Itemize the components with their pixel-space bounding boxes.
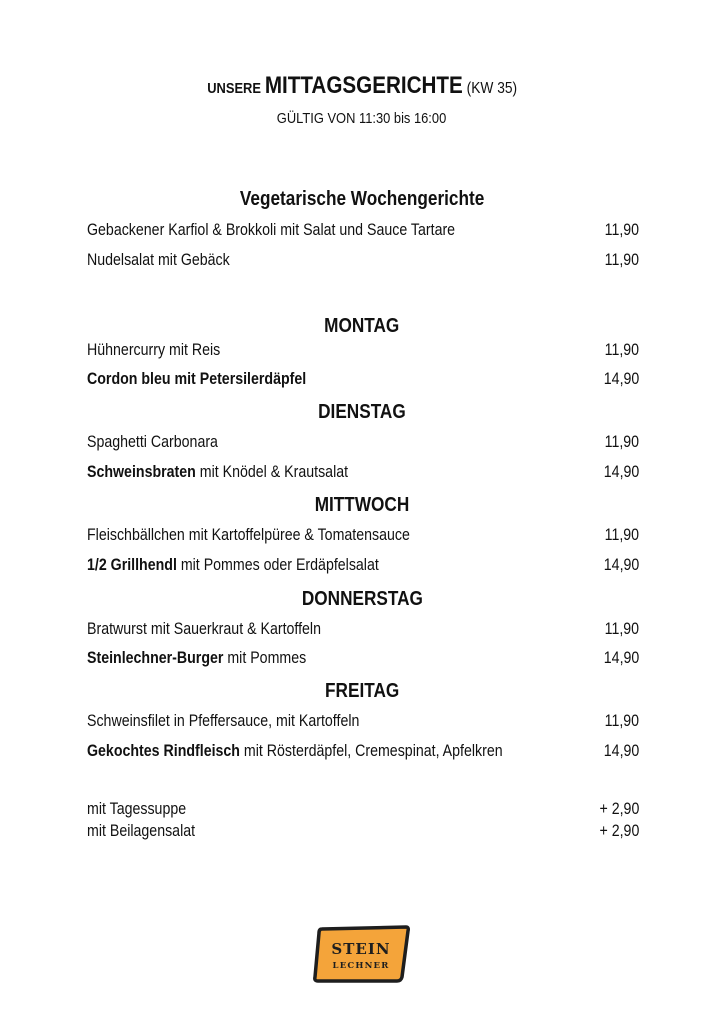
extra-price: + 2,90	[599, 800, 639, 818]
day-heading-freitag: FREITAG	[324, 680, 400, 702]
menu-item: Bratwurst mit Sauerkraut & Kartoffeln 11,90	[87, 620, 639, 638]
title-prefix: UNSERE	[207, 80, 261, 97]
item-price: 14,90	[603, 556, 639, 574]
menu-item: Schweinsbraten mit Knödel & Krautsalat 14,90	[87, 463, 639, 481]
logo-line1: STEIN	[331, 940, 391, 958]
menu-item: Hühnercurry mit Reis 11,90	[87, 341, 639, 359]
item-price: 11,90	[604, 526, 639, 544]
logo-line2: LECHNER	[332, 961, 390, 971]
extra-soup: mit Tagessuppe + 2,90	[87, 800, 639, 818]
validity-note: GÜLTIG VON 11:30 bis 16:00	[277, 110, 447, 127]
menu-title	[0, 72, 724, 100]
menu-item: Steinlechner-Burger mit Pommes 14,90	[87, 649, 639, 667]
item-price: 14,90	[603, 742, 639, 760]
extra-salad: mit Beilagensalat + 2,90	[87, 822, 639, 840]
day-heading-donnerstag: DONNERSTAG	[301, 588, 423, 610]
item-price: 11,90	[604, 251, 639, 269]
item-price: 11,90	[604, 221, 639, 239]
title-main: MITTAGSGERICHTE	[264, 72, 463, 99]
item-price: 14,90	[603, 370, 639, 388]
item-price: 14,90	[603, 463, 639, 481]
menu-item: Fleischbällchen mit Kartoffelpüree & Tomatensauce 11,90	[87, 526, 639, 544]
menu-item: Gekochtes Rindfleisch mit Rösterdäpfel, Cremespinat, Apfelkren 14,90	[87, 742, 639, 760]
item-price: 11,90	[604, 620, 639, 638]
item-price: 11,90	[604, 341, 639, 359]
menu-item: Gebackener Karfiol & Brokkoli mit Salat und Sauce Tartare 11,90	[87, 221, 639, 239]
menu-item: Schweinsfilet in Pfeffersauce, mit Kartoffeln 11,90	[87, 712, 639, 730]
item-price: 11,90	[604, 433, 639, 451]
item-price: 14,90	[603, 649, 639, 667]
steinlechner-logo	[312, 924, 410, 984]
item-price: 11,90	[604, 712, 639, 730]
extra-price: + 2,90	[599, 822, 639, 840]
menu-item: Cordon bleu mit Petersilerdäpfel 14,90	[87, 370, 639, 388]
menu-item: Nudelsalat mit Gebäck 11,90	[87, 251, 639, 269]
day-heading-mittwoch: MITTWOCH	[314, 494, 410, 516]
day-heading-montag: MONTAG	[324, 315, 400, 337]
day-heading-dienstag: DIENSTAG	[318, 401, 406, 423]
menu-item: 1/2 Grillhendl mit Pommes oder Erdäpfelsalat 14,90	[87, 556, 639, 574]
title-week: (KW 35)	[466, 80, 517, 97]
vegetarian-heading: Vegetarische Wochengerichte	[239, 188, 485, 210]
menu-item: Spaghetti Carbonara 11,90	[87, 433, 639, 451]
